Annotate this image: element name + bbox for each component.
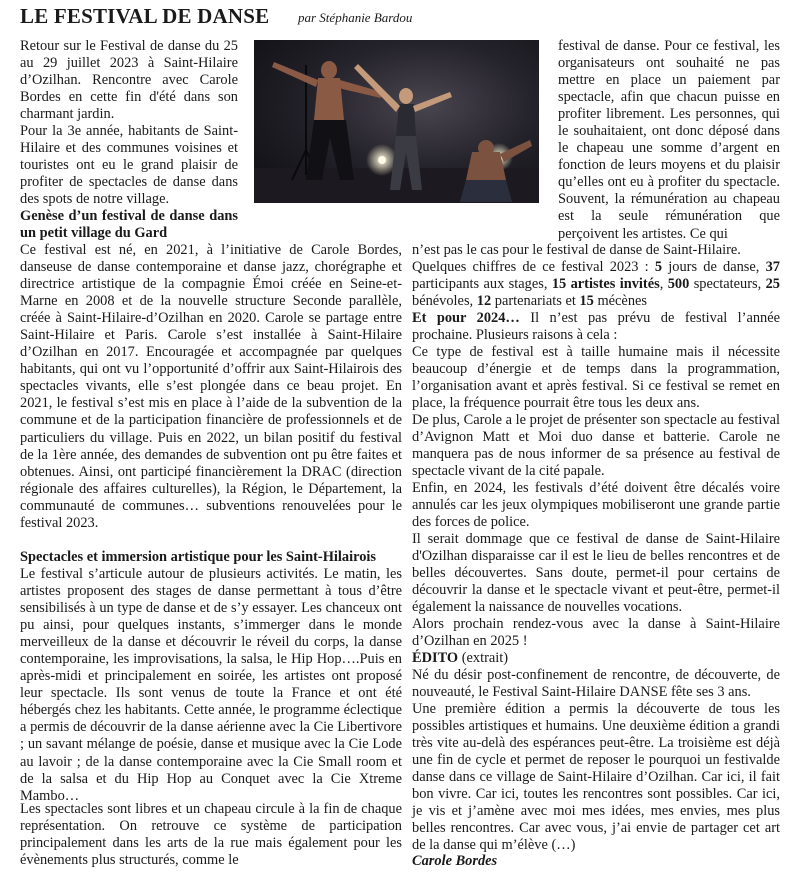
section-heading-genese: Genèse d’un festival de danse dans un petit village du Gard <box>20 208 238 242</box>
figure-patrons: 15 <box>579 293 594 310</box>
genese-paragraph: Ce festival est né, en 2021, à l’initiative de Carole Bordes, danseuse de danse contemporaine et danse jazz, chorégraphe et directrice artistique de la compagnie Émoi créée en Seine-et-Marne en 2008 et de la nouvelle structure Seconde parallèle, créée à Saint-Hilaire-d’Ozilhan en 2020. Carole se partage entre Saint-Hilaire et Paris. Carole s’est installée à Saint-Hilaire d’Ozilhan en 2017. Encouragée et accompagnée par quelques habitants, qui ont vu l’opportunité d’offrir aux Saint-Hilairois des spectacles vivants, elle s’est plongée dans ce beau projet. En 2021, le festival s’est mis en place à l’aide de la subvention de la commune et de la participation financière de professionnels et de particuliers du village. Puis en 2022, un bilan positif du festival de la 1ère année, des demandes de subvention ont pu être faites et obtenues. Ainsi, ont participé financièrement la DRAC (direction régionale des affaires culturelles), la Région, le Département, la communauté de communes… subventions renouvelées pour le festival 2023. <box>20 242 402 531</box>
edito-subtitle: (extrait) <box>461 650 509 666</box>
chapeau-paragraph: Les spectacles sont libres et un chapeau circule à la fin de chaque représentation. On retrouve ce système de participation principalement dans les arts de la rue mais également pour les évènements plus structurés, comme le <box>20 801 402 869</box>
figure-days-label: jours de danse, <box>668 259 760 275</box>
reason-2-paragraph: De plus, Carole a le projet de présenter son spectacle au festival d’Avignon Matt et Moi duo danse et batterie. Carole ne manquera pas de nous informer de sa présence au festival de spectacle vivant de la cité papale. <box>412 412 780 480</box>
dance-photo <box>254 40 539 203</box>
section-heading-spectacles: Spectacles et immersion artistique pour les Saint-Hilairois <box>20 549 377 565</box>
figures-lead: Quelques chiffres de ce festival 2023 : <box>412 259 649 275</box>
figure-participants: 37 <box>765 259 780 275</box>
figure-days: 5 <box>654 259 663 275</box>
figure-spectators-label: spectateurs, <box>693 276 762 293</box>
figures-paragraph: Quelques chiffres de ce festival 2023 : 5 jours de danse, 37 participants aux stages, 15 artistes invités, 500 spectateurs, 25 bénévoles, 12 partenariats et 15 mécènes <box>412 259 780 310</box>
figure-spectators: 500 <box>667 276 690 293</box>
figure-artists: 15 artistes invités <box>551 276 660 293</box>
dancers-illustration <box>254 40 539 203</box>
figure-partners: 12 <box>476 293 492 310</box>
plans-2024-lead: Et pour 2024… <box>412 310 520 326</box>
chapeau-end-line: n’est pas le cas pour le festival de danse de Saint-Hilaire. <box>412 242 741 258</box>
article-byline: par Stéphanie Bardou <box>298 10 413 25</box>
chapeau-continued-paragraph: festival de danse. Pour ce festival, les organisateurs ont souhaité ne pas mettre en place un paiement par spectacle, afin que chacun puisse en profiter librement. Les personnes, qui le souhaitaient, ont donc déposé dans le chapeau une somme d’argent en fonction de leurs moyens et du plaisir qu’elles ont eu à profiter du spectacle. Souvent, la rémunération au chapeau est la seule rémunération que perçoivent les artistes. Ce qui <box>558 38 780 242</box>
context-paragraph: Pour la 3e année, habitants de Saint-Hilaire et des communes voisines et touristes ont eu le grand plaisir de profiter de spectacles de danse dans des spots de notre village. <box>20 123 238 208</box>
edito-paragraph-1: Né du désir post-confinement de rencontre, de découverte, de nouveauté, le Festival Saint-Hilaire DANSE fête ses 3 ans. <box>412 667 780 701</box>
article-title: LE FESTIVAL DE DANSE <box>20 4 270 28</box>
conclusion-paragraph: Il serait dommage que ce festival de danse de Saint-Hilaire d'Ozilhan disparaisse car il est le lieu de belles rencontres et de belles découvertes. Sans doute, permet-il pour certains de découvrir la danse et le spectacle vivant et peut-être, permet-il également la naissance de nouvelles vocations. <box>412 531 780 616</box>
figure-volunteers: 25 <box>765 276 780 293</box>
figure-volunteers-label: bénévoles, <box>412 293 474 310</box>
plans-2024-paragraph <box>412 310 780 344</box>
figure-partners-label: partenariats et <box>494 293 576 310</box>
figure-patrons-label: mécènes <box>597 293 648 310</box>
spectacles-paragraph: Le festival s’articule autour de plusieurs activités. Le matin, les artistes proposent des stages de danse permettant à tous d’être sensibilisés à un type de danse et de s’y essayer. Les chanceux ont pu ainsi, pour quelques instants, s’immerger dans le monde merveilleux de la danse et découvrir le réveil du corps, la danse contemporaine, les improvisations, la salsa, le Hip Hop….Puis en après-midi et principalement en soirée, les artistes ont proposé leur spectacle. Ils sont venus de toute la France et ont été hébergés chez les habitants. Cette année, le programme éclectique a permis de découvrir de la danse aérienne avec la Cie Libertivore ; un savant mélange de poésie, danse et musique avec la Cie Lode au lavoir ; de la danse contemporaine avec la Cie Small room et de la salsa et du Hip Hop au Conquet avec la Cie Xtreme Mambo… <box>20 566 402 804</box>
reason-1-paragraph: Ce type de festival est à taille humaine mais il nécessite beaucoup d’énergie et de temps dans la programmation, l’organisation avant et après festival. Si ce festival se remet en place, la fréquence pourrait être tous les deux ans. <box>412 344 780 412</box>
edito-heading <box>412 650 780 667</box>
reason-3-paragraph: Enfin, en 2024, les festivals d’été doivent être décalés voire annulés car les jeux olympiques mobiliseront une grande partie des forces de police. <box>412 480 780 531</box>
intro-paragraph: Retour sur le Festival de danse du 25 au 29 juillet 2023 à Saint-Hilaire d’Ozilhan. Rencontre avec Carole Bordes en cette fin d'été dans son charmant jardin. <box>20 38 238 123</box>
edito-title: ÉDITO <box>412 650 459 666</box>
plans-2024-text: Il n’est pas prévu de festival l’année prochaine. Plusieurs raisons à cela : <box>412 310 780 344</box>
figure-participants-label: participants aux stages, <box>412 276 548 293</box>
edito-paragraph-2: Une première édition a permis la découverte de tous les possibles artistiques et humains. Une deuxième édition a grandi très vite au-delà des espérances peut-être. La troisième est déjà une fin de cycle et permet de reposer le pourquoi un festivalde danse dans ce village de Saint-Hilaire d’Ozilhan. Car ici, il fait bon vivre. Car ici, toutes les rencontres sont possibles. Car ici, je vis et j’amène avec moi mes idées, mes envies, mes plus belles rencontres. Car avec vous, j’ai envie de partager cet art de la danse qui m’élève (…) <box>412 701 780 854</box>
edito-signature: Carole Bordes <box>412 853 498 869</box>
next-rendezvous-paragraph: Alors prochain rendez-vous avec la danse à Saint-Hilaire d’Ozilhan en 2025 ! <box>412 616 780 650</box>
